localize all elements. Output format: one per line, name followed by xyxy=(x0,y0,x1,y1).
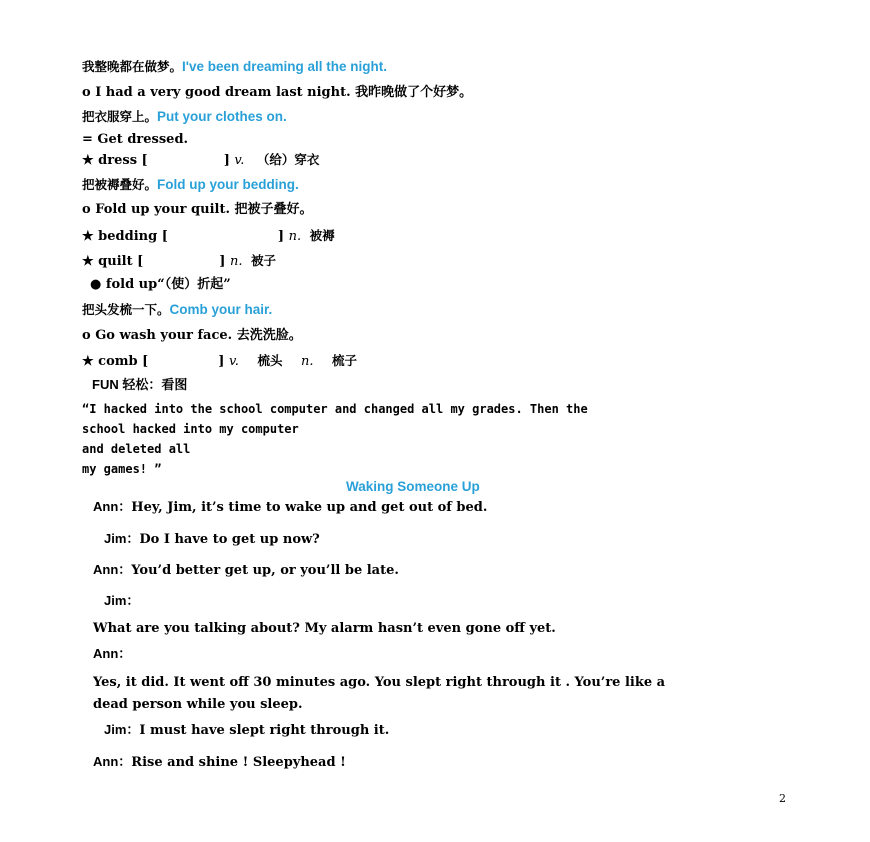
vocab-word: ★ quilt [ xyxy=(82,254,144,269)
dialogue-line xyxy=(93,562,399,579)
joke-line: school hacked into my computer xyxy=(82,422,299,436)
speaker-name: Ann： xyxy=(93,562,132,577)
dialogue-line xyxy=(93,675,665,691)
vocab-word: ★ dress [ xyxy=(82,153,148,168)
vocab-word: ★ bedding [ xyxy=(82,229,168,244)
dialogue-line xyxy=(93,697,303,713)
vocab-meaning: 梳头 xyxy=(257,353,283,368)
speaker-name: Ann： xyxy=(93,499,132,514)
vocab-meaning: 梳子 xyxy=(332,353,358,368)
heading-line-dreaming xyxy=(82,59,387,76)
joke-line: “I hacked into the school computer and changed all my grades. Then the xyxy=(82,402,588,416)
bracket-close: ] xyxy=(218,354,229,369)
heading-line-comb xyxy=(82,302,272,319)
dialogue-title: Waking Someone Up xyxy=(346,479,480,494)
fun-heading: FUN 轻松：看图 xyxy=(92,377,188,392)
chinese-phrase: 把被褥叠好。 xyxy=(82,177,158,192)
heading-line-bedding xyxy=(82,177,299,194)
dialogue-line xyxy=(104,722,389,739)
english-phrase: Fold up your bedding. xyxy=(157,177,299,192)
page-number: 2 xyxy=(779,792,786,805)
speaker-name: Ann： xyxy=(93,646,132,661)
example-line: o Fold up your quilt. 把被子叠好。 xyxy=(82,202,313,217)
synonym-line: = Get dressed. xyxy=(82,132,189,147)
dialogue-text: You’d better get up, or you’ll be late. xyxy=(131,563,399,578)
vocab-entry-comb xyxy=(82,353,357,370)
heading-line-clothes xyxy=(82,109,287,126)
dialogue-text: What are you talking about? My alarm hasn’t even gone off yet. xyxy=(93,621,556,636)
vocab-word: ★ comb [ xyxy=(82,354,149,369)
dialogue-text: Rise and shine ! Sleepyhead ! xyxy=(131,755,346,770)
part-of-speech: v. xyxy=(234,153,245,168)
dialogue-text: Hey, Jim, it’s time to wake up and get out of bed. xyxy=(131,500,488,515)
vocab-meaning: （给）穿衣 xyxy=(256,152,320,167)
dialogue-text: Yes, it did. It went off 30 minutes ago. You slept right through it . You’re like a xyxy=(93,675,666,690)
dialogue-text: dead person while you sleep. xyxy=(93,697,303,712)
joke-line: and deleted all xyxy=(82,442,191,456)
dialogue-line xyxy=(104,531,320,548)
part-of-speech: v. xyxy=(228,354,239,369)
chinese-phrase: 把头发梳一下。 xyxy=(82,302,170,317)
example-line: o I had a very good dream last night. 我昨晚做了个好梦。 xyxy=(82,85,473,100)
part-of-speech: n. xyxy=(301,354,314,369)
bracket-close: ] xyxy=(223,153,235,168)
joke-line: my games! ” xyxy=(82,462,162,476)
dialogue-line xyxy=(93,754,346,771)
dialogue-line xyxy=(93,646,131,663)
vocab-meaning: 被子 xyxy=(251,253,277,268)
vocab-entry-quilt xyxy=(82,253,276,270)
part-of-speech: n. xyxy=(229,254,243,269)
bracket-close: ] xyxy=(219,254,230,269)
vocab-meaning: 被褥 xyxy=(309,228,335,243)
chinese-phrase: 我整晚都在做梦。 xyxy=(82,59,183,74)
dialogue-line xyxy=(93,621,556,637)
dialogue-text: I must have slept right through it. xyxy=(139,723,390,738)
speaker-name: Jim： xyxy=(104,531,140,546)
speaker-name: Jim： xyxy=(104,722,140,737)
english-phrase: Comb your hair. xyxy=(169,302,273,317)
chinese-phrase: 把衣服穿上。 xyxy=(82,109,158,124)
speaker-name: Ann： xyxy=(93,754,132,769)
dialogue-line xyxy=(93,499,487,516)
english-phrase: I've been dreaming all the night. xyxy=(182,59,388,74)
speaker-name: Jim： xyxy=(104,593,140,608)
bracket-close: ] xyxy=(277,229,289,244)
english-phrase: Put your clothes on. xyxy=(157,109,287,124)
dialogue-text: Do I have to get up now? xyxy=(139,532,320,547)
dialogue-line xyxy=(104,593,139,610)
vocab-entry-bedding xyxy=(82,228,335,245)
part-of-speech: n. xyxy=(288,229,302,244)
example-line: o Go wash your face. 去洗洗脸。 xyxy=(82,328,302,343)
vocab-entry-dress xyxy=(82,152,319,169)
phrase-note: ● fold up“（使）折起” xyxy=(90,277,231,292)
